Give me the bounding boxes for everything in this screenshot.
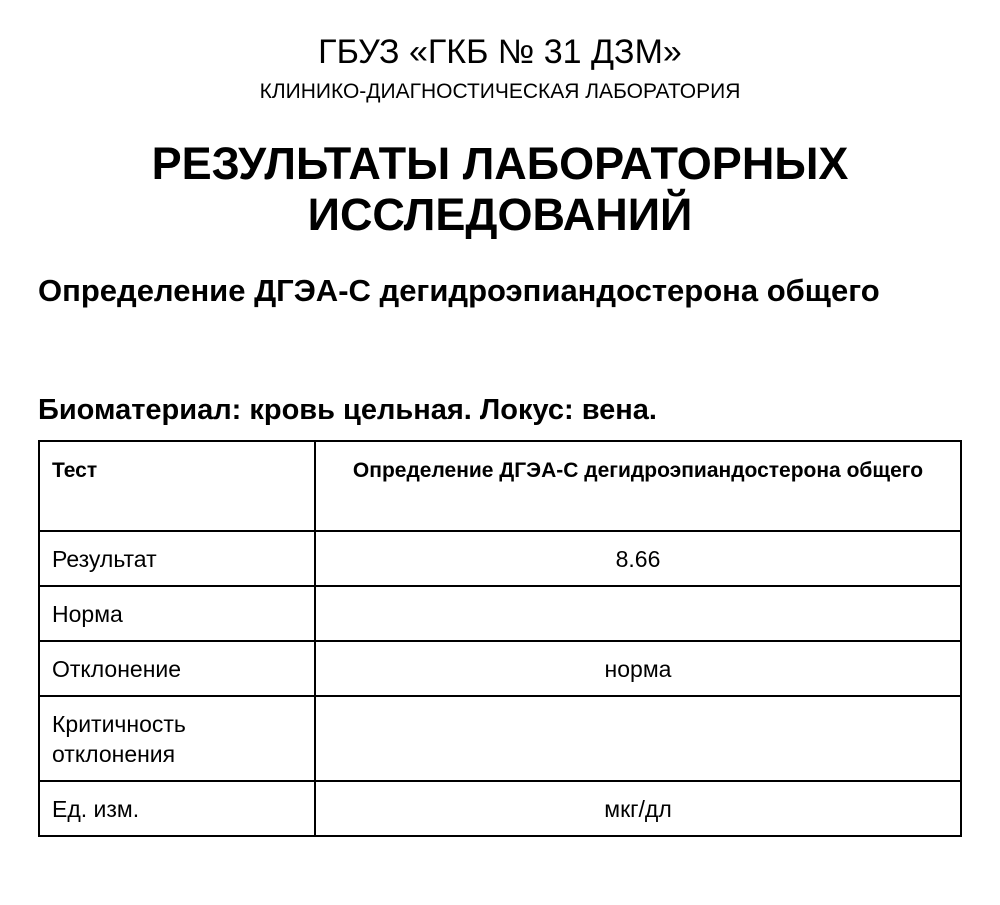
laboratory-name: КЛИНИКО-ДИАГНОСТИЧЕСКАЯ ЛАБОРАТОРИЯ [259,80,741,103]
table-row [39,641,961,696]
table-row [39,696,961,781]
page-title: РЕЗУЛЬТАТЫ ЛАБОРАТОРНЫХ ИССЛЕДОВАНИЙ [151,138,849,240]
row-value-norm [315,586,961,641]
row-value-result: 8.66 [315,531,961,586]
biomaterial-line: Биоматериал: кровь цельная. Локус: вена. [38,394,657,426]
table-row [39,586,961,641]
results-table [38,440,962,837]
row-label-criticality: Критичность отклонения [39,696,315,781]
row-value-criticality [315,696,961,781]
header-label-cell: Тест [39,441,315,531]
table-header-row [39,441,961,531]
row-label-unit: Ед. изм. [39,781,315,836]
table-row [39,781,961,836]
header-value-cell: Определение ДГЭА-С дегидроэпиандостерона общего [315,441,961,531]
row-label-result: Результат [39,531,315,586]
row-label-deviation: Отклонение [39,641,315,696]
test-title: Определение ДГЭА-С дегидроэпиандостерона общего [38,273,880,308]
row-value-deviation: норма [315,641,961,696]
row-value-unit: мкг/дл [315,781,961,836]
organization-name: ГБУЗ «ГКБ № 31 ДЗМ» [318,33,682,71]
row-label-norm: Норма [39,586,315,641]
table-row [39,531,961,586]
